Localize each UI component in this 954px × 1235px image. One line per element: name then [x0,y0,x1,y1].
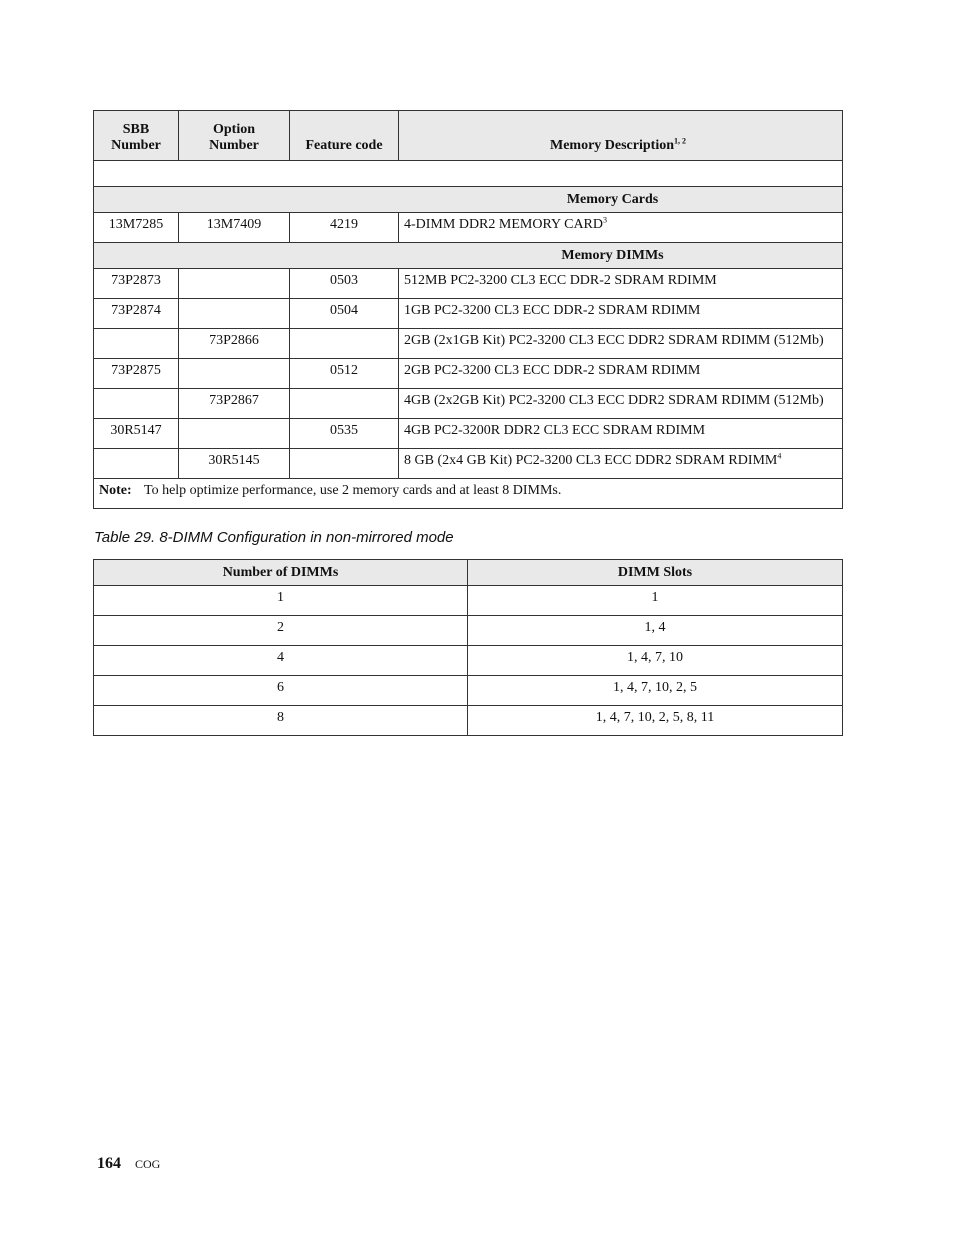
header-number-of-dimms: Number of DIMMs [94,560,468,586]
feature-code-cell: 0504 [290,299,399,329]
feature-code-cell [290,329,399,359]
sbb-number-cell: 73P2873 [94,269,179,299]
dimm-configuration-table [93,559,843,736]
table-row [94,269,843,299]
feature-code-cell: 0512 [290,359,399,389]
sbb-number-cell [94,389,179,419]
dimm-slots-cell: 1, 4 [468,616,843,646]
table-row [94,706,843,736]
option-number-cell: 13M7409 [179,213,290,243]
note-text: To help optimize performance, use 2 memory cards and at least 8 DIMMs. [144,483,562,498]
dimm-count-cell: 8 [94,706,468,736]
sbb-number-cell: 73P2874 [94,299,179,329]
table-caption: Table 29. 8-DIMM Configuration in non-mirrored mode [94,529,454,546]
table-row [94,213,843,243]
header-feature-code: Feature code [290,111,399,161]
sbb-number-cell: 13M7285 [94,213,179,243]
note-label: Note: [99,483,132,498]
dimm-count-cell: 1 [94,586,468,616]
sbb-number-cell: 73P2875 [94,359,179,389]
dimm-slots-cell: 1 [468,586,843,616]
dimm-table-header-row [94,560,843,586]
sbb-number-cell: 30R5147 [94,419,179,449]
document-name: COG [135,1157,161,1171]
memory-description-cell: 8 GB (2x4 GB Kit) PC2-3200 CL3 ECC DDR2 SDRAM RDIMM$^4$ [399,449,843,479]
sbb-number-cell [94,329,179,359]
memory-description-cell: 512MB PC2-3200 CL3 ECC DDR-2 SDRAM RDIMM [399,269,843,299]
memory-description-cell: 4GB (2x2GB Kit) PC2-3200 CL3 ECC DDR2 SDRAM RDIMM (512Mb) [399,389,843,419]
table-row [94,616,843,646]
option-number-cell [179,299,290,329]
header-option-number: Option Number [179,111,290,161]
note-cell [94,479,843,509]
memory-description-cell: 4-DIMM DDR2 MEMORY CARD$^3$ [399,213,843,243]
header-memory-description: Memory Description$^{1, 2}$ [399,111,843,161]
dimm-count-cell: 4 [94,646,468,676]
memory-description-cell: 2GB PC2-3200 CL3 ECC DDR-2 SDRAM RDIMM [399,359,843,389]
header-dimm-slots: DIMM Slots [468,560,843,586]
dimm-count-cell: 6 [94,676,468,706]
option-number-cell: 30R5145 [179,449,290,479]
option-number-cell: 73P2867 [179,389,290,419]
feature-code-cell: 0503 [290,269,399,299]
feature-code-cell: 4219 [290,213,399,243]
table-row [94,359,843,389]
table-row [94,586,843,616]
section-row-memory-dimms [94,243,843,269]
note-row [94,479,843,509]
header-sbb-number: SBB Number [94,111,179,161]
dimm-slots-cell: 1, 4, 7, 10, 2, 5 [468,676,843,706]
table-row [94,329,843,359]
table-row [94,449,843,479]
memory-options-table [93,110,843,509]
option-number-cell: 73P2866 [179,329,290,359]
memory-card-rows [94,213,843,243]
dimm-count-cell: 2 [94,616,468,646]
table-row [94,676,843,706]
table-row [94,389,843,419]
dimm-slots-cell: 1, 4, 7, 10 [468,646,843,676]
feature-code-cell [290,389,399,419]
table-row [94,646,843,676]
sbb-number-cell [94,449,179,479]
memory-description-cell: 2GB (2x1GB Kit) PC2-3200 CL3 ECC DDR2 SDRAM RDIMM (512Mb) [399,329,843,359]
section-row-memory-cards [94,187,843,213]
table-row [94,299,843,329]
memory-description-cell: 1GB PC2-3200 CL3 ECC DDR-2 SDRAM RDIMM [399,299,843,329]
feature-code-cell: 0535 [290,419,399,449]
memory-dimm-rows [94,269,843,479]
memory-description-cell: 4GB PC2-3200R DDR2 CL3 ECC SDRAM RDIMM [399,419,843,449]
dimm-slots-cell: 1, 4, 7, 10, 2, 5, 8, 11 [468,706,843,736]
empty-row [94,161,843,187]
dimm-config-rows [94,586,843,736]
table-row [94,419,843,449]
page-footer [97,1155,160,1173]
option-number-cell [179,359,290,389]
section-title-memory-dimms: Memory DIMMs [94,243,843,269]
section-title-memory-cards: Memory Cards [94,187,843,213]
memory-table-header-row [94,111,843,161]
page-number: 164 [97,1155,121,1172]
feature-code-cell [290,449,399,479]
option-number-cell [179,269,290,299]
option-number-cell [179,419,290,449]
